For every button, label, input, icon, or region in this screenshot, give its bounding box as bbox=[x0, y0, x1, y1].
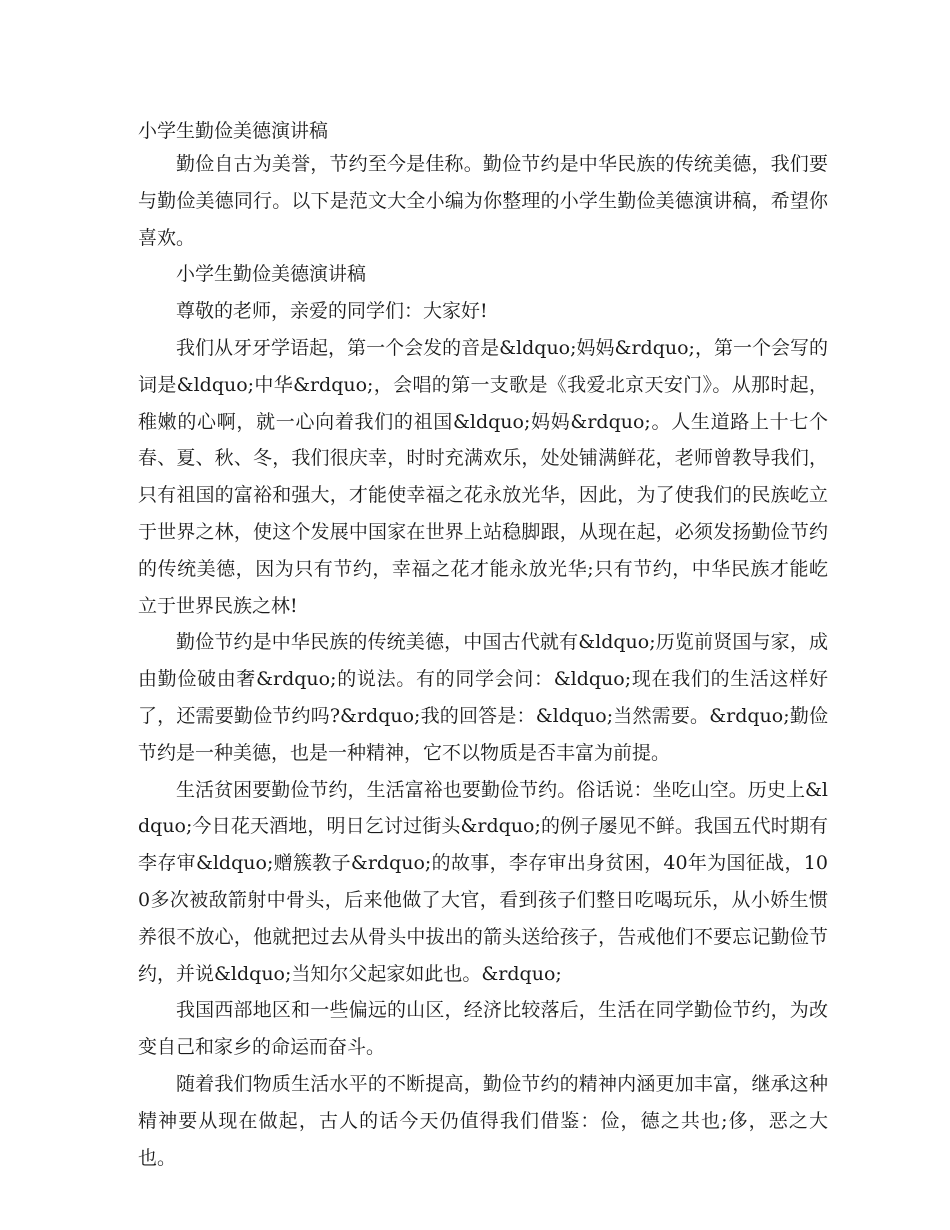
paragraph-1: 我们从牙牙学语起，第一个会发的音是&ldquo;妈妈&rdquo;，第一个会写的词是&ldquo;中华&rdquo;，会唱的第一支歌是《我爱北京天安门》。从那时起，稚嫩的心啊，就一心向着我们的祖国&ldquo;妈妈&rdquo;。人生道路上十七个春、夏、秋、冬，我们很庆幸，时时充满欢乐，处处铺满鲜花，老师曾教导我们，只有祖国的富裕和强大，才能使幸福之花永放光华，因此，为了使我们的民族屹立于世界之林，使这个发展中国家在世界上站稳脚跟，从现在起，必须发扬勤俭节约的传统美德，因为只有节约，幸福之花才能永放光华;只有节约，中华民族才能屹立于世界民族之林! bbox=[138, 336, 828, 617]
intro-paragraph: 勤俭自古为美誉，节约至今是佳称。勤俭节约是中华民族的传统美德，我们要与勤俭美德同行。以下是范文大全小编为你整理的小学生勤俭美德演讲稿，希望你喜欢。 bbox=[138, 153, 828, 249]
document-body bbox=[138, 116, 828, 1176]
speech-title: 小学生勤俭美德演讲稿 bbox=[176, 263, 367, 286]
paragraph-3: 生活贫困要勤俭节约，生活富裕也要勤俭节约。俗话说：坐吃山空。历史上&ldquo;今日花天酒地，明日乞讨过街头&rdquo;的例子屡见不鲜。我国五代时期有李存审&ldquo;赠簇教子&rdquo;的故事，李存审出身贫困，40年为国征战，100多次被敌箭射中骨头，后来他做了大官，看到孩子们整日吃喝玩乐，从小娇生惯养很不放心，他就把过去从骨头中拔出的箭头送给孩子，告戒他们不要忘记勤俭节约，并说&ldquo;当知尔父起家如此也。&rdquo; bbox=[138, 778, 828, 985]
paragraph-4: 我国西部地区和一些偏远的山区，经济比较落后，生活在同学勤俭节约，为改变自己和家乡的命运而奋斗。 bbox=[138, 999, 828, 1059]
greeting: 尊敬的老师，亲爱的同学们：大家好! bbox=[176, 300, 488, 323]
paragraph-5: 随着我们物质生活水平的不断提高，勤俭节约的精神内涵更加丰富，继承这种精神要从现在做起，古人的话今天仍值得我们借鉴：俭，德之共也;侈，恶之大也。 bbox=[138, 1072, 828, 1169]
document-title: 小学生勤俭美德演讲稿 bbox=[138, 120, 329, 142]
paragraph-2: 勤俭节约是中华民族的传统美德，中国古代就有&ldquo;历览前贤国与家，成由勤俭破由奢&rdquo;的说法。有的同学会问：&ldquo;现在我们的生活这样好了，还需要勤俭节约吗?&rdquo;我的回答是：&ldquo;当然需要。&rdquo;勤俭节约是一种美德，也是一种精神，它不以物质是否丰富为前提。 bbox=[138, 631, 828, 764]
